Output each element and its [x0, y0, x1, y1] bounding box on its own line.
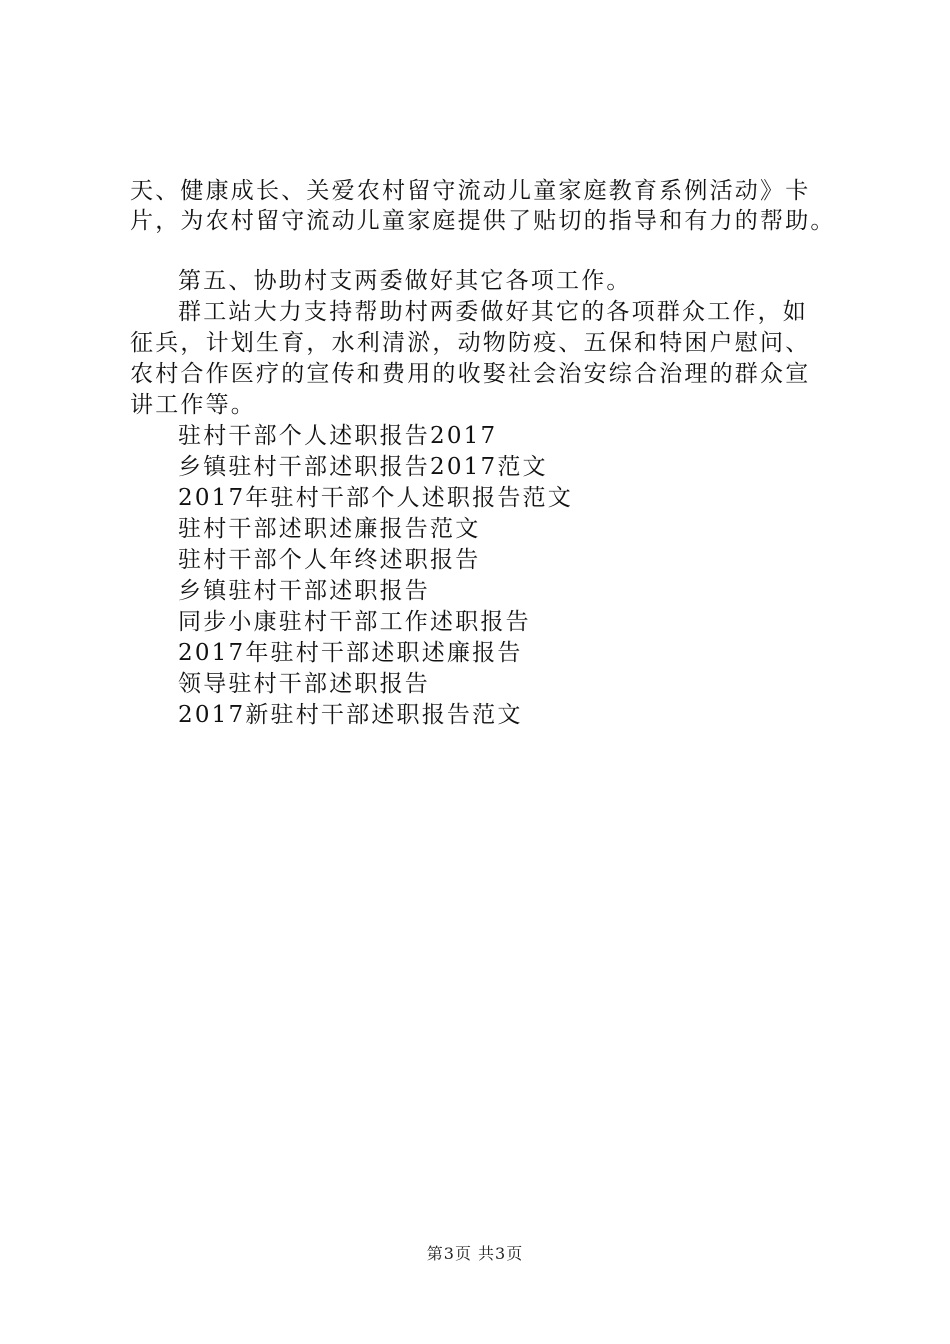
paragraph-1-line-1: 天、健康成长、关爱农村留守流动儿童家庭教育系例活动》卡: [130, 178, 811, 204]
related-title: 乡镇驻村干部述职报告2017范文: [178, 454, 548, 480]
paragraph-2-line-3: 农村合作医疗的宣传和费用的收娶社会治安综合治理的群众宣: [130, 361, 811, 387]
related-title: 2017新驻村干部述职报告范文: [178, 702, 523, 728]
related-title: 2017年驻村干部述职述廉报告: [178, 640, 523, 666]
related-title: 驻村干部述职述廉报告范文: [178, 516, 481, 542]
section-heading: 第五、协助村支两委做好其它各项工作。: [178, 268, 632, 294]
related-title: 领导驻村干部述职报告: [178, 671, 430, 697]
related-title: 乡镇驻村干部述职报告: [178, 578, 430, 604]
related-title: 2017年驻村干部个人述职报告范文: [178, 485, 573, 511]
related-title: 驻村干部个人述职报告2017: [178, 423, 498, 449]
paragraph-2-line-1: 群工站大力支持帮助村两委做好其它的各项群众工作，如: [178, 299, 808, 325]
page-number-footer: 第3页 共3页: [426, 1244, 524, 1263]
related-title: 同步小康驻村干部工作述职报告: [178, 609, 531, 635]
paragraph-2-line-2: 征兵，计划生育，水利清淤，动物防疫、五保和特困户慰问、: [130, 330, 811, 356]
related-title: 驻村干部个人年终述职报告: [178, 547, 481, 573]
paragraph-2-line-4: 讲工作等。: [130, 392, 256, 418]
paragraph-1-line-2: 片，为农村留守流动儿童家庭提供了贴切的指导和有力的帮助。: [130, 208, 836, 234]
